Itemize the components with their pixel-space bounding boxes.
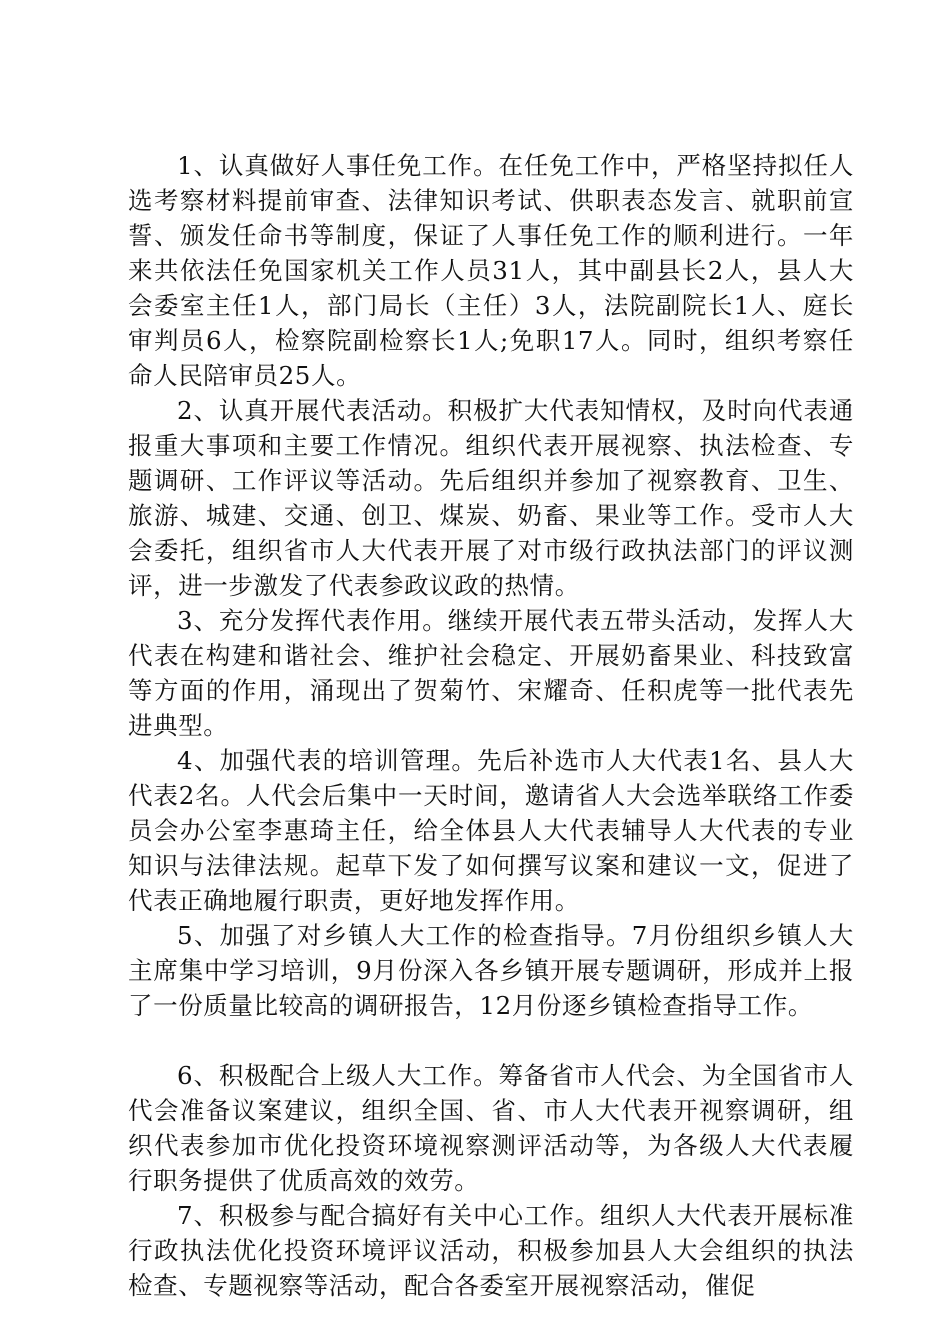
paragraph-4: 4、加强代表的培训管理。先后补选市人大代表1名、县人大代表2名。人代会后集中一天时间，邀请省人大会选举联络工作委员会办公室李惠琦主任，给全体县人大代表辅导人大代表的专业知识与法律法规。起草下发了如何撰写议案和建议一文，促进了代表正确地履行职责，更好地发挥作用。	[128, 746, 854, 915]
paragraph-6: 6、积极配合上级人大工作。筹备省市人代会、为全国省市人代会准备议案建议，组织全国、省、市人大代表开视察调研，组织代表参加市优化投资环境视察测评活动等，为各级人大代表履行职务提供了优质高效的效劳。	[128, 1061, 854, 1195]
paragraph-5: 5、加强了对乡镇人大工作的检查指导。7月份组织乡镇人大主席集中学习培训，9月份深入各乡镇开展专题调研，形成并上报了一份质量比较高的调研报告，12月份逐乡镇检查指导工作。	[128, 921, 854, 1020]
paragraph-2: 2、认真开展代表活动。积极扩大代表知情权，及时向代表通报重大事项和主要工作情况。组织代表开展视察、执法检查、专题调研、工作评议等活动。先后组织并参加了视察教育、卫生、旅游、城建、交通、创卫、煤炭、奶畜、果业等工作。受市人大会委托，组织省市人大代表开展了对市级行政执法部门的评议测评，进一步激发了代表参政议政的热情。	[128, 396, 854, 600]
paragraph-1: 1、认真做好人事任免工作。在任免工作中，严格坚持拟任人选考察材料提前审查、法律知识考试、供职表态发言、就职前宣誓、颁发任命书等制度，保证了人事任免工作的顺利进行。一年来共依法任免国家机关工作人员31人，其中副县长2人，县人大会委室主任1人，部门局长（主任）3人，法院副院长1人、庭长审判员6人，检察院副检察长1人;免职17人。同时，组织考察任命人民陪审员25人。	[128, 151, 854, 390]
paragraph-3: 3、充分发挥代表作用。继续开展代表五带头活动，发挥人大代表在构建和谐社会、维护社会稳定、开展奶畜果业、科技致富等方面的作用，涌现出了贺菊竹、宋耀奇、任积虎等一批代表先进典型。	[128, 606, 854, 740]
paragraph-7: 7、积极参与配合搞好有关中心工作。组织人大代表开展标准行政执法优化投资环境评议活动，积极参加县人大会组织的执法检查、专题视察等活动，配合各委室开展视察活动，催促	[128, 1201, 854, 1300]
document-body	[128, 148, 854, 1303]
